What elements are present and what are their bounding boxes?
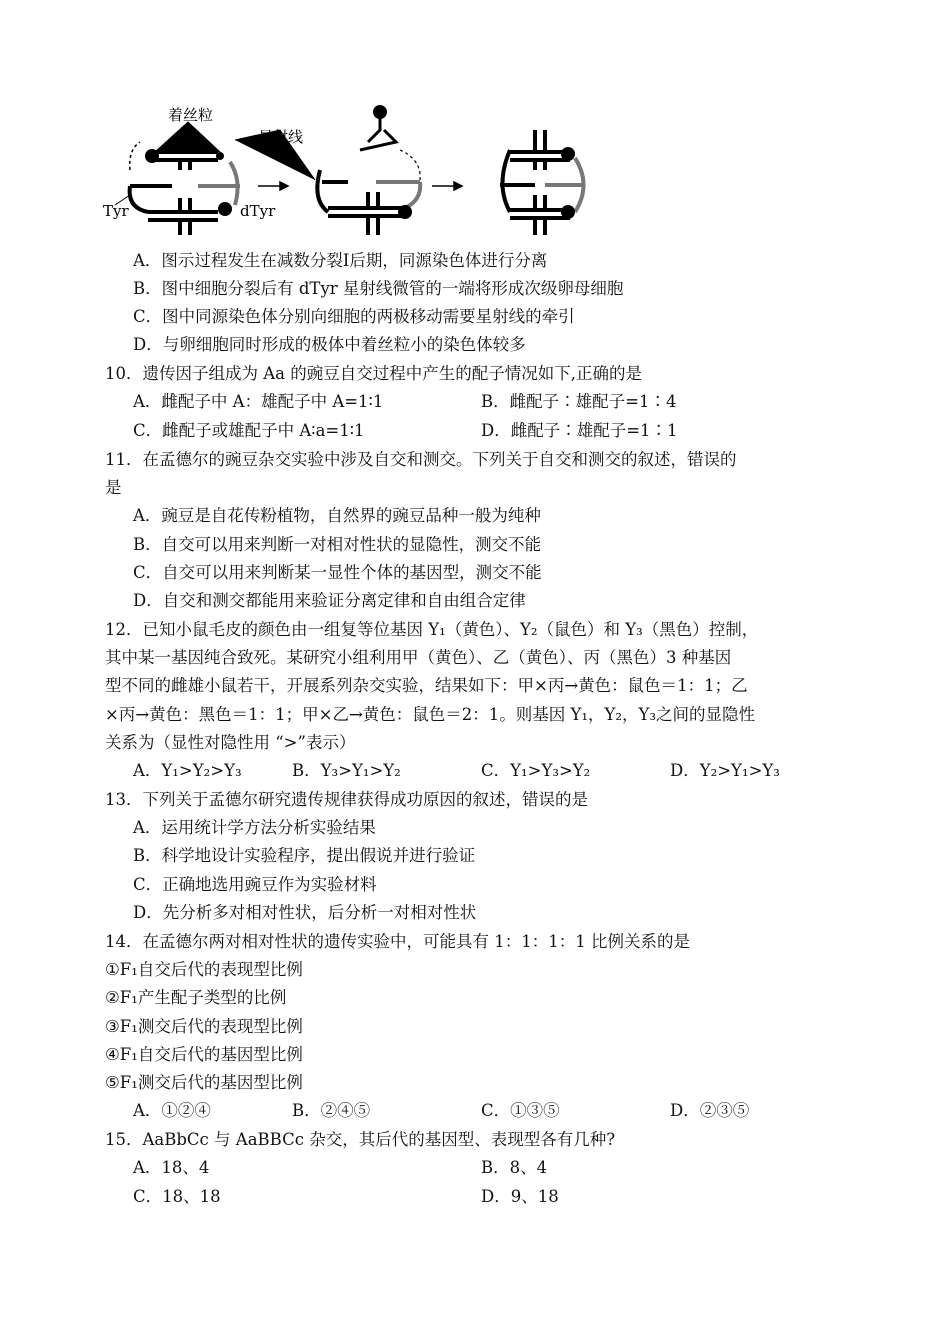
dtyr-label: dTyr (240, 202, 276, 220)
q15-option-a: A．18、4 (133, 1158, 210, 1177)
q14-option-b: B．②④⑤ (292, 1101, 371, 1120)
q11-stem-line: 11．在孟德尔的豌豆杂交实验中涉及自交和测交。下列关于自交和测交的叙述，错误的 (105, 450, 737, 469)
q14-option-d: D．②③⑤ (670, 1101, 750, 1120)
q10-option-b: B．雌配子∶雄配子=1∶4 (481, 392, 677, 411)
q15-option-c: C．18、18 (133, 1187, 221, 1206)
q15-option-d: D．9、18 (481, 1187, 559, 1206)
q10-stem: 10．遗传因子组成为 Aa 的豌豆自交过程中产生的配子情况如下,正确的是 (105, 364, 642, 383)
q14-option-a: A．①②④ (133, 1101, 211, 1120)
tyr-label: Tyr (103, 202, 129, 220)
q15-option-b: B．8、4 (481, 1158, 548, 1177)
q10-option-a: A．雌配子中 A：雄配子中 A=1∶1 (133, 392, 384, 411)
q15-stem: 15．AaBbCc 与 AaBBCc 杂交，其后代的基因型、表现型各有几种? (105, 1130, 616, 1149)
aster-label: 星射线 (258, 128, 304, 146)
q10-option-c: C．雌配子或雄配子中 A∶a=1∶1 (133, 421, 365, 440)
q14-item: ①F₁自交后代的表现型比例 (105, 960, 303, 979)
q13-option-b: B．科学地设计实验程序，提出假说并进行验证 (133, 846, 476, 865)
q13-option-a: A．运用统计学方法分析实验结果 (133, 818, 376, 837)
q12-stem-line: 型不同的雌雄小鼠若干，开展系列杂交实验，结果如下：甲×丙→黄色：鼠色＝1：1；乙 (105, 676, 748, 695)
q12-stem-line: 关系为（显性对隐性用 “>”表示） (105, 733, 356, 752)
q11-stem-line: 是 (105, 478, 122, 497)
q12-stem-line: ×丙→黄色：黑色＝1：1；甲×乙→黄色：鼠色＝2：1。则基因 Y₁，Y₂，Y₃之间的显隐性 (105, 705, 756, 724)
q14-item: ②F₁产生配子类型的比例 (105, 988, 287, 1007)
q12-option-d: D．Y₂>Y₁>Y₃ (670, 761, 780, 780)
q9-option-d: D．与卵细胞同时形成的极体中着丝粒小的染色体较多 (133, 335, 526, 354)
q13-option-d: D．先分析多对相对性状，后分析一对相对性状 (133, 903, 477, 922)
q12-option-a: A．Y₁>Y₂>Y₃ (133, 761, 242, 780)
q12-option-c: C．Y₁>Y₃>Y₂ (481, 761, 591, 780)
q9-option-b: B．图中细胞分裂后有 dTyr 星射线微管的一端将形成次级卵母细胞 (133, 279, 624, 298)
q11-option-b: B．自交可以用来判断一对相对性状的显隐性，测交不能 (133, 535, 542, 554)
q11-option-c: C．自交可以用来判断某一显性个体的基因型，测交不能 (133, 563, 542, 582)
q14-item: ④F₁自交后代的基因型比例 (105, 1045, 303, 1064)
q11-option-a: A．豌豆是自花传粉植物，自然界的豌豆品种一般为纯种 (133, 506, 541, 525)
q14-option-c: C．①③⑤ (481, 1101, 560, 1120)
q13-option-c: C．正确地选用豌豆作为实验材料 (133, 875, 377, 894)
q12-stem-line: 12．已知小鼠毛皮的颜色由一组复等位基因 Y₁（黄色）、Y₂（鼠色）和 Y₃（黑色）控制， (105, 620, 759, 639)
q10-option-d: D．雌配子∶雄配子=1∶1 (481, 421, 678, 440)
q11-option-d: D．自交和测交都能用来验证分离定律和自由组合定律 (133, 591, 526, 610)
meiosis-figure (100, 90, 660, 240)
q14-item: ⑤F₁测交后代的基因型比例 (105, 1073, 303, 1092)
q9-option-a: A．图示过程发生在减数分裂Ⅰ后期，同源染色体进行分离 (133, 251, 548, 270)
q12-stem-line: 其中某一基因纯合致死。某研究小组利用甲（黄色）、乙（黄色）、丙（黑色）3 种基因 (105, 648, 732, 667)
q14-stem: 14．在孟德尔两对相对性状的遗传实验中，可能具有 1：1：1：1 比例关系的是 (105, 932, 690, 951)
q13-stem: 13．下列关于孟德尔研究遗传规律获得成功原因的叙述，错误的是 (105, 790, 588, 809)
centromere-label: 着丝粒 (168, 106, 214, 124)
q14-item: ③F₁测交后代的表现型比例 (105, 1017, 303, 1036)
q9-option-c: C．图中同源染色体分别向细胞的两极移动需要星射线的牵引 (133, 307, 575, 326)
q12-option-b: B．Y₃>Y₁>Y₂ (292, 761, 401, 780)
